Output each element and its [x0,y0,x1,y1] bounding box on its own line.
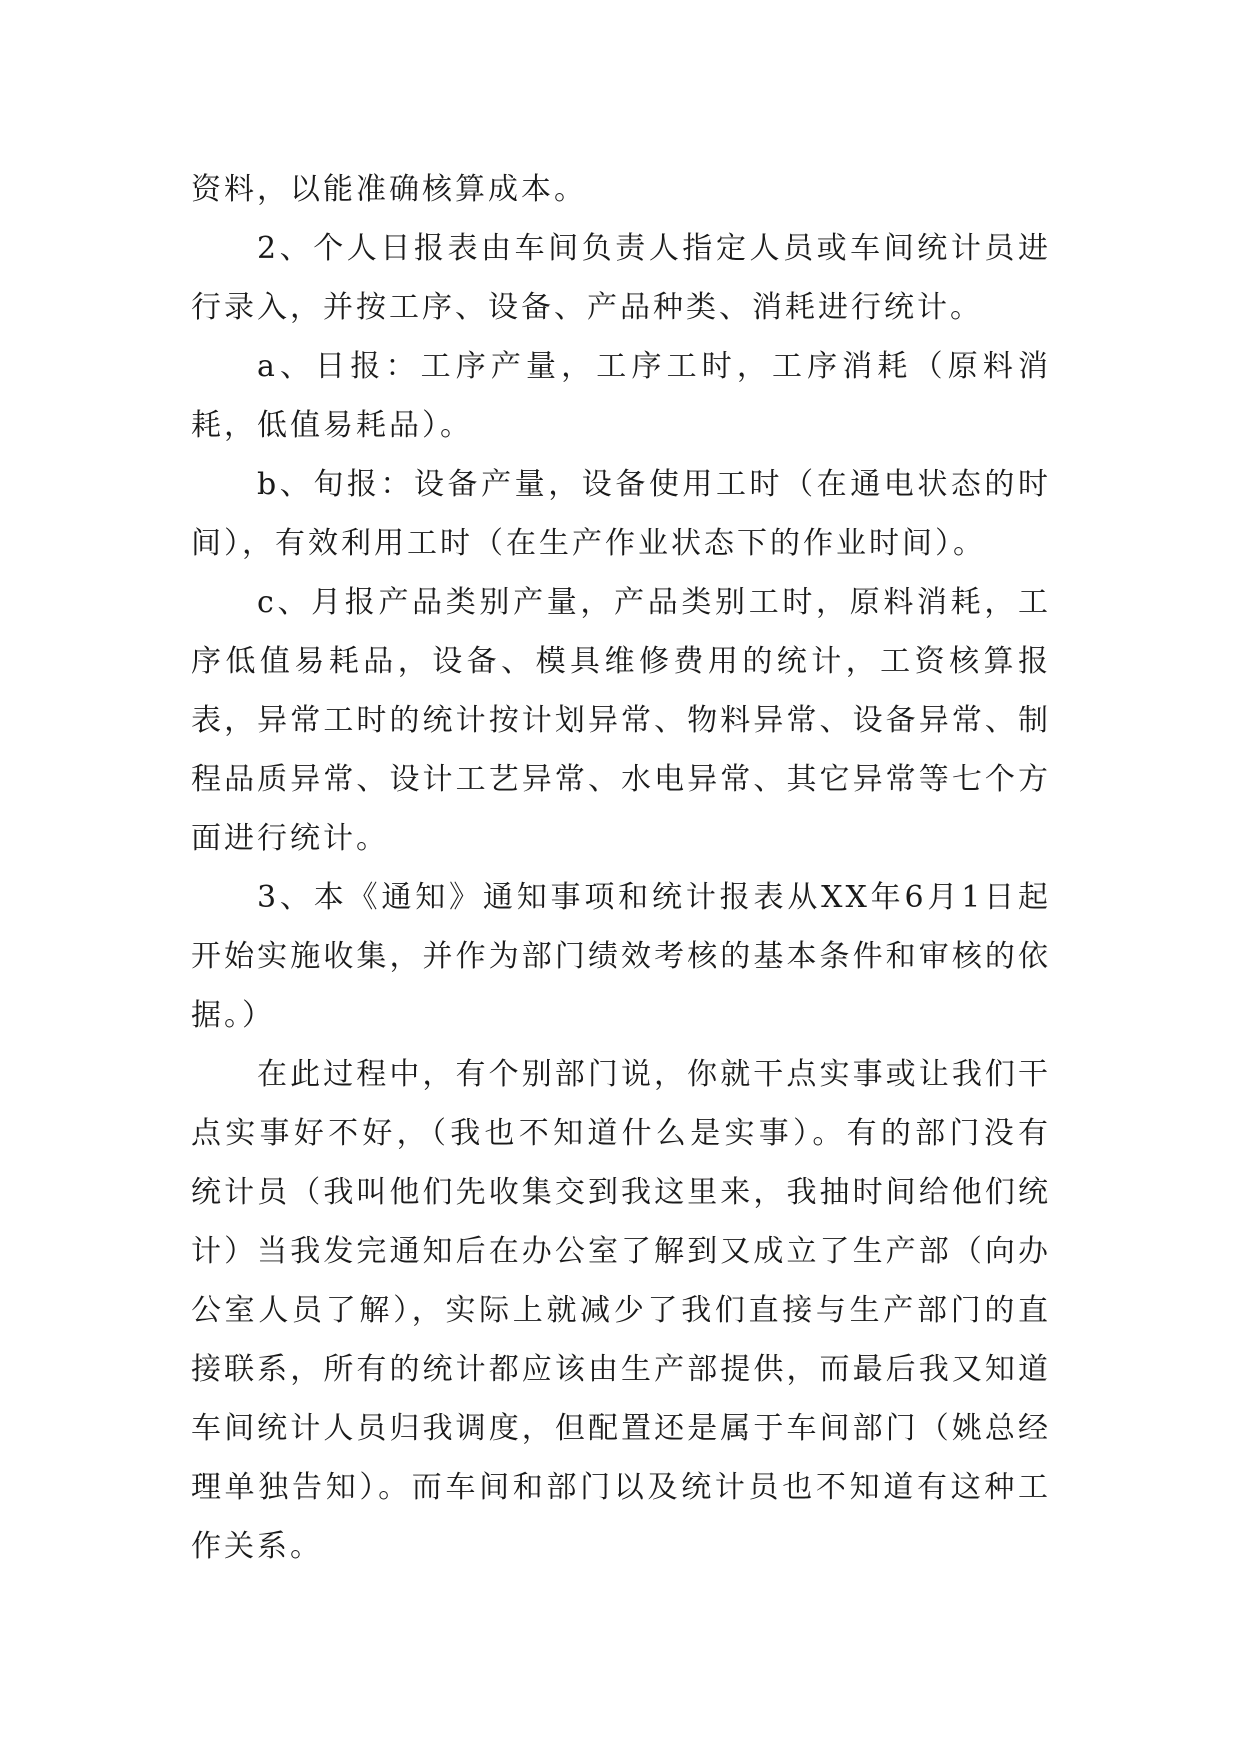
paragraph-continuation: 资料，以能准确核算成本。 [191,172,587,207]
paragraph-item-2: 2、个人日报表由车间负责人指定人员或车间统计员进行录入，并按工序、设备、产品种类、消耗进行统计。 [191,231,1051,325]
paragraph-item-3: 3、本《通知》通知事项和统计报表从XX年6月1日起开始实施收集，并作为部门绩效考核的基本条件和审核的依据。） [191,880,1051,1033]
paragraph-item-a: a、日报：工序产量，工序工时，工序消耗（原料消耗，低值易耗品）。 [191,349,1051,443]
document-body [191,160,1051,1576]
paragraph-item-b: b、旬报：设备产量，设备使用工时（在通电状态的时间），有效利用工时（在生产作业状态下的作业时间）。 [191,467,1051,561]
paragraph-process-notes: 在此过程中，有个别部门说，你就干点实事或让我们干点实事好不好，（我也不知道什么是实事）。有的部门没有统计员（我叫他们先收集交到我这里来，我抽时间给他们统计）当我发完通知后在办公室了解到又成立了生产部（向办公室人员了解），实际上就减少了我们直接与生产部门的直接联系，所有的统计都应该由生产部提供，而最后我又知道车间统计人员归我调度，但配置还是属于车间部门（姚总经理单独告知）。而车间和部门以及统计员也不知道有这种工作关系。 [191,1057,1051,1564]
paragraph-item-c: c、月报产品类别产量，产品类别工时，原料消耗，工序低值易耗品，设备、模具维修费用的统计，工资核算报表，异常工时的统计按计划异常、物料异常、设备异常、制程品质异常、设计工艺异常、水电异常、其它异常等七个方面进行统计。 [191,585,1051,856]
